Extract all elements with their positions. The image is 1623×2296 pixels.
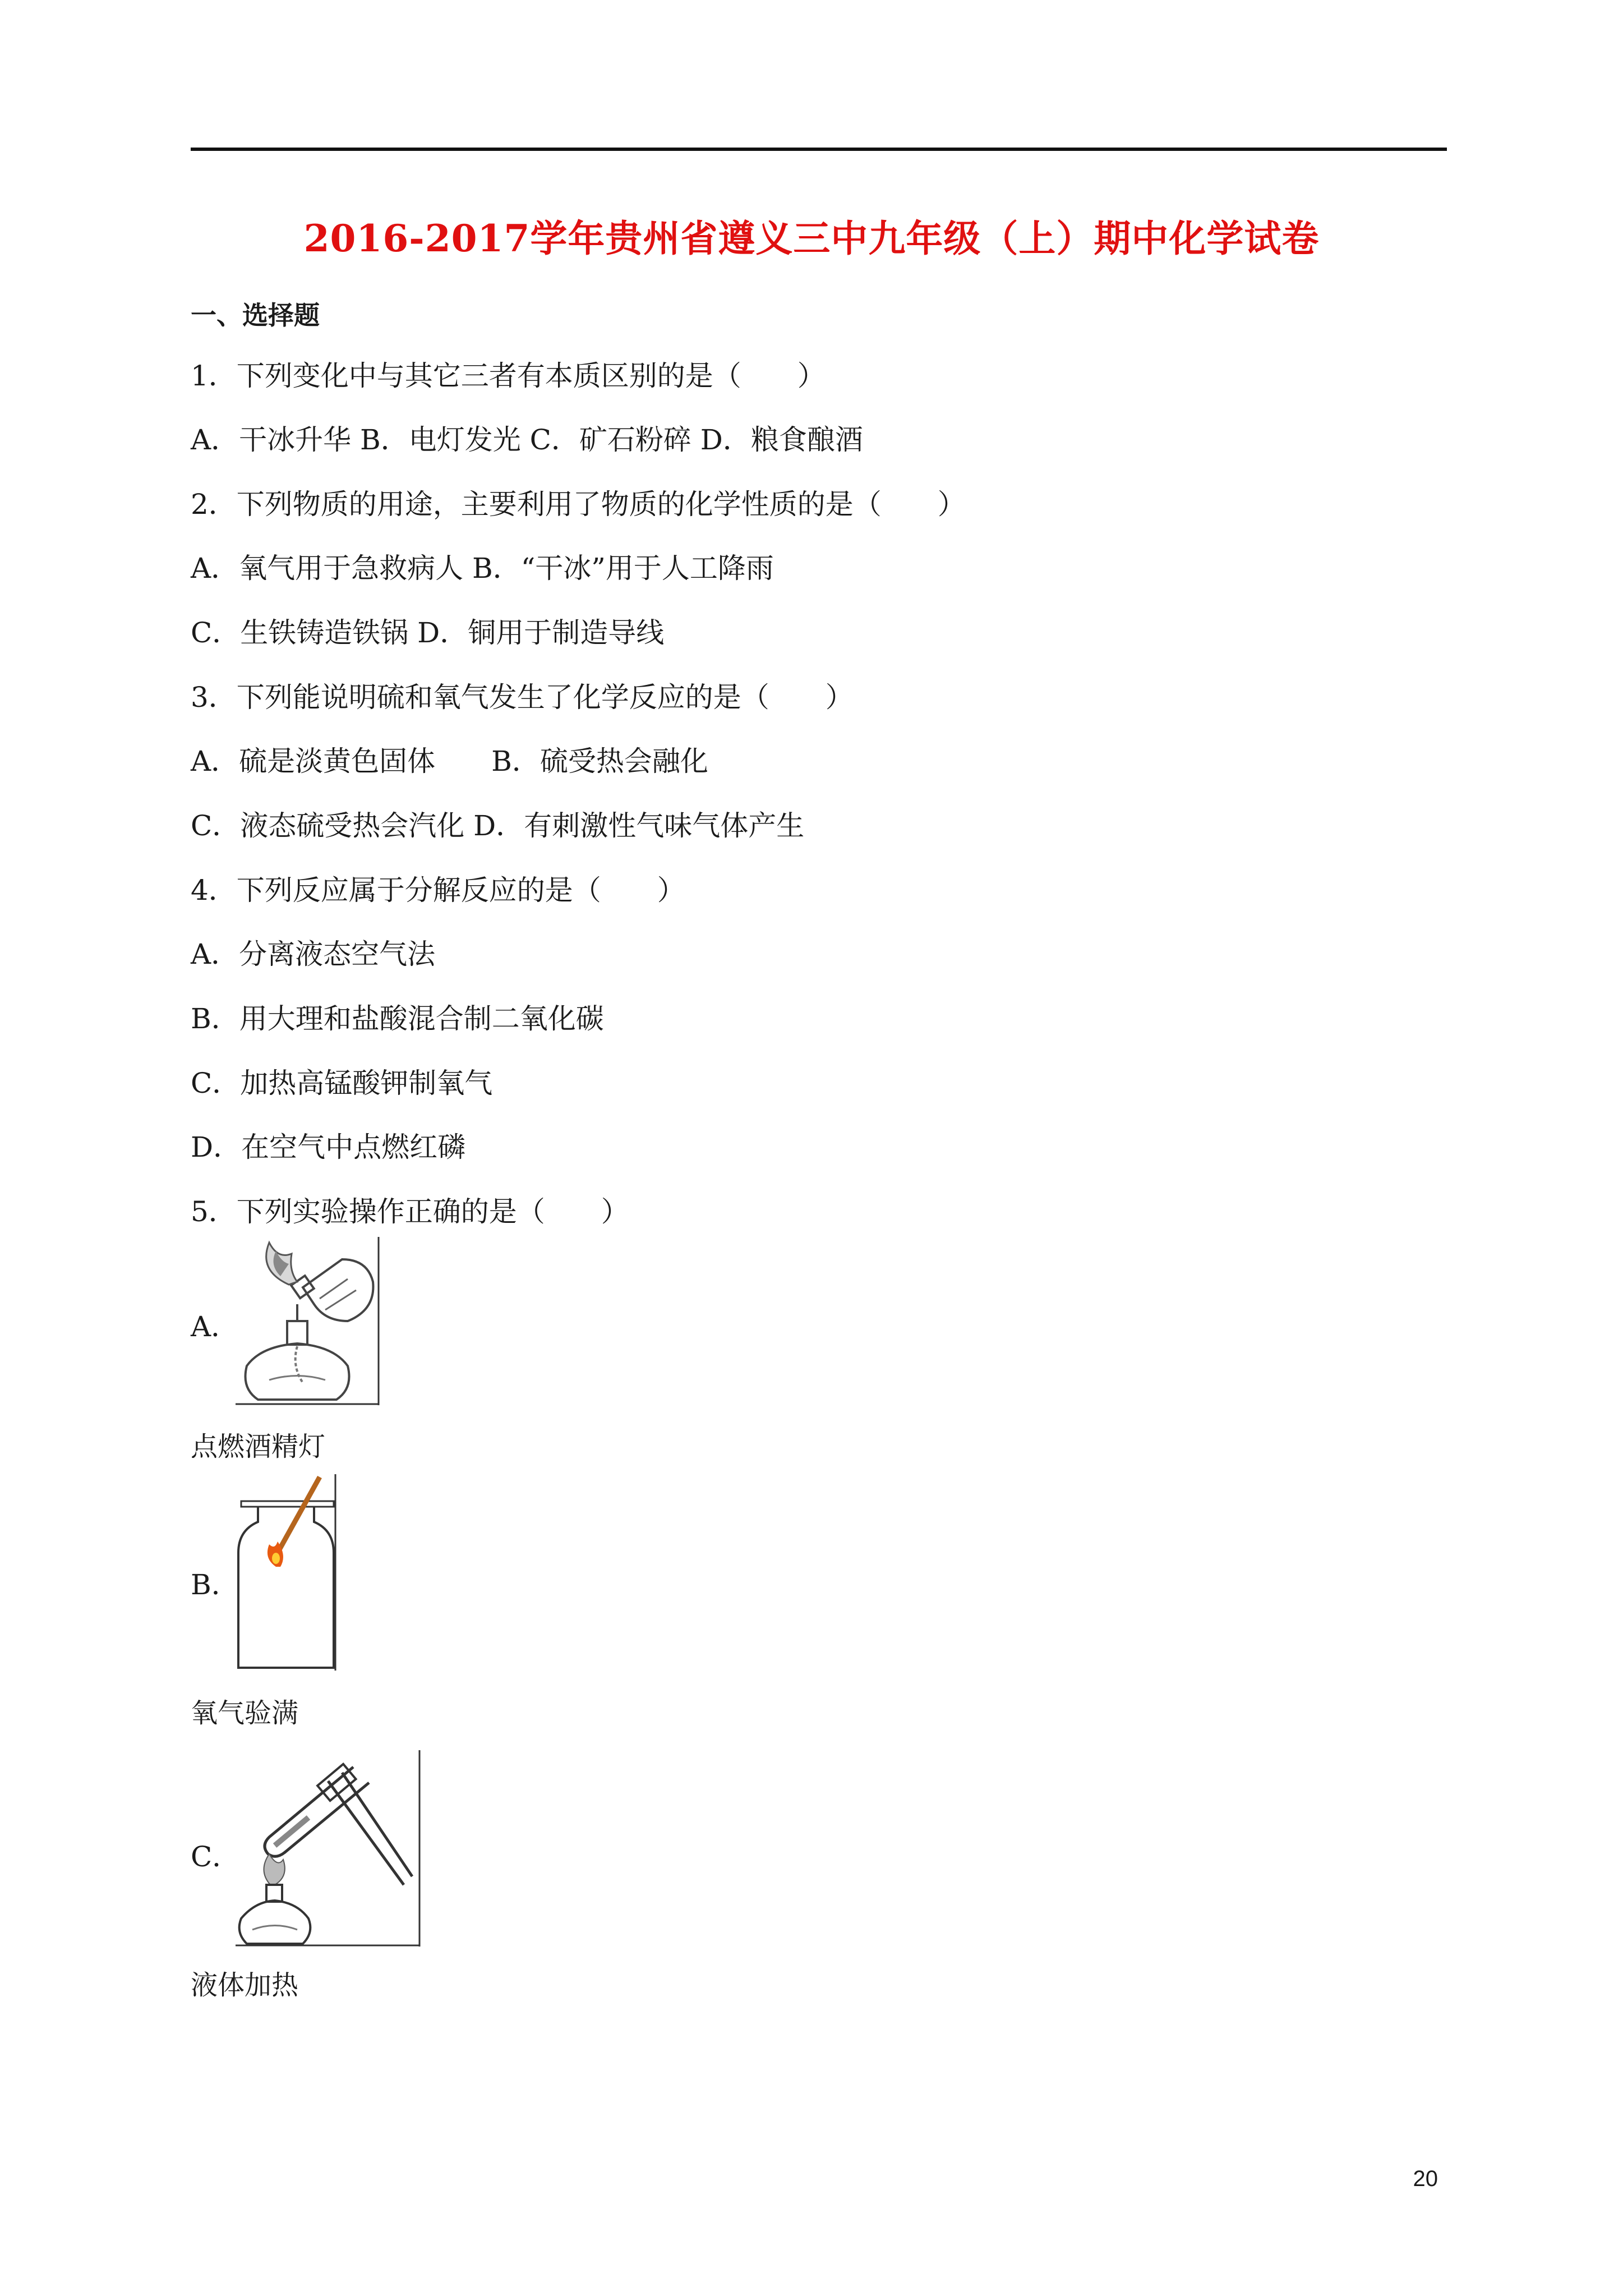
question-1-options: A．干冰升华 B．电灯发光 C．矿石粉碎 D．粮食酿酒 bbox=[191, 424, 863, 456]
page-number: 20 bbox=[1413, 2166, 1438, 2191]
question-3: 3．下列能说明硫和氧气发生了化学反应的是（ ） bbox=[191, 681, 854, 714]
question-3-options-cd: C．液态硫受热会汽化 D．有刺激性气味气体产生 bbox=[191, 809, 805, 842]
test-tube-heating-icon bbox=[236, 1750, 421, 1947]
figure-b-caption: 氧气验满 bbox=[191, 1697, 299, 1729]
question-2-options-cd: C．生铁铸造铁锅 D．铜用于制造导线 bbox=[191, 616, 665, 649]
question-2-options-ab: A．氧气用于急救病人 B．“干冰”用于人工降雨 bbox=[191, 552, 774, 585]
oxygen-bottle-test-icon bbox=[236, 1474, 336, 1671]
figure-a-caption: 点燃酒精灯 bbox=[191, 1431, 326, 1462]
figure-b-letter: B． bbox=[191, 1568, 239, 1601]
section-heading: 一、选择题 bbox=[191, 300, 320, 330]
exam-title: 2016-2017学年贵州省遵义三中九年级（上）期中化学试卷 bbox=[303, 217, 1320, 260]
question-4: 4．下列反应属于分解反应的是（ ） bbox=[191, 874, 685, 907]
question-4-option-c: C．加热高锰酸钾制氧气 bbox=[191, 1067, 493, 1099]
alcohol-lamp-lighting-icon bbox=[236, 1237, 381, 1405]
header-rule bbox=[191, 148, 1447, 151]
figure-a-letter: A． bbox=[191, 1310, 239, 1343]
question-2: 2．下列物质的用途，主要利用了物质的化学性质的是（ ） bbox=[191, 488, 966, 521]
figure-c-caption: 液体加热 bbox=[191, 1970, 299, 2001]
question-3-options-ab: A．硫是淡黄色固体 B．硫受热会融化 bbox=[191, 745, 708, 777]
question-5: 5．下列实验操作正确的是（ ） bbox=[191, 1195, 629, 1228]
question-4-option-b: B．用大理和盐酸混合制二氧化碳 bbox=[191, 1002, 604, 1035]
question-4-option-a: A．分离液态空气法 bbox=[191, 938, 436, 970]
question-4-option-d: D．在空气中点燃红磷 bbox=[191, 1131, 466, 1163]
question-1: 1．下列变化中与其它三者有本质区别的是（ ） bbox=[191, 360, 826, 392]
figure-c-letter: C． bbox=[191, 1841, 241, 1873]
